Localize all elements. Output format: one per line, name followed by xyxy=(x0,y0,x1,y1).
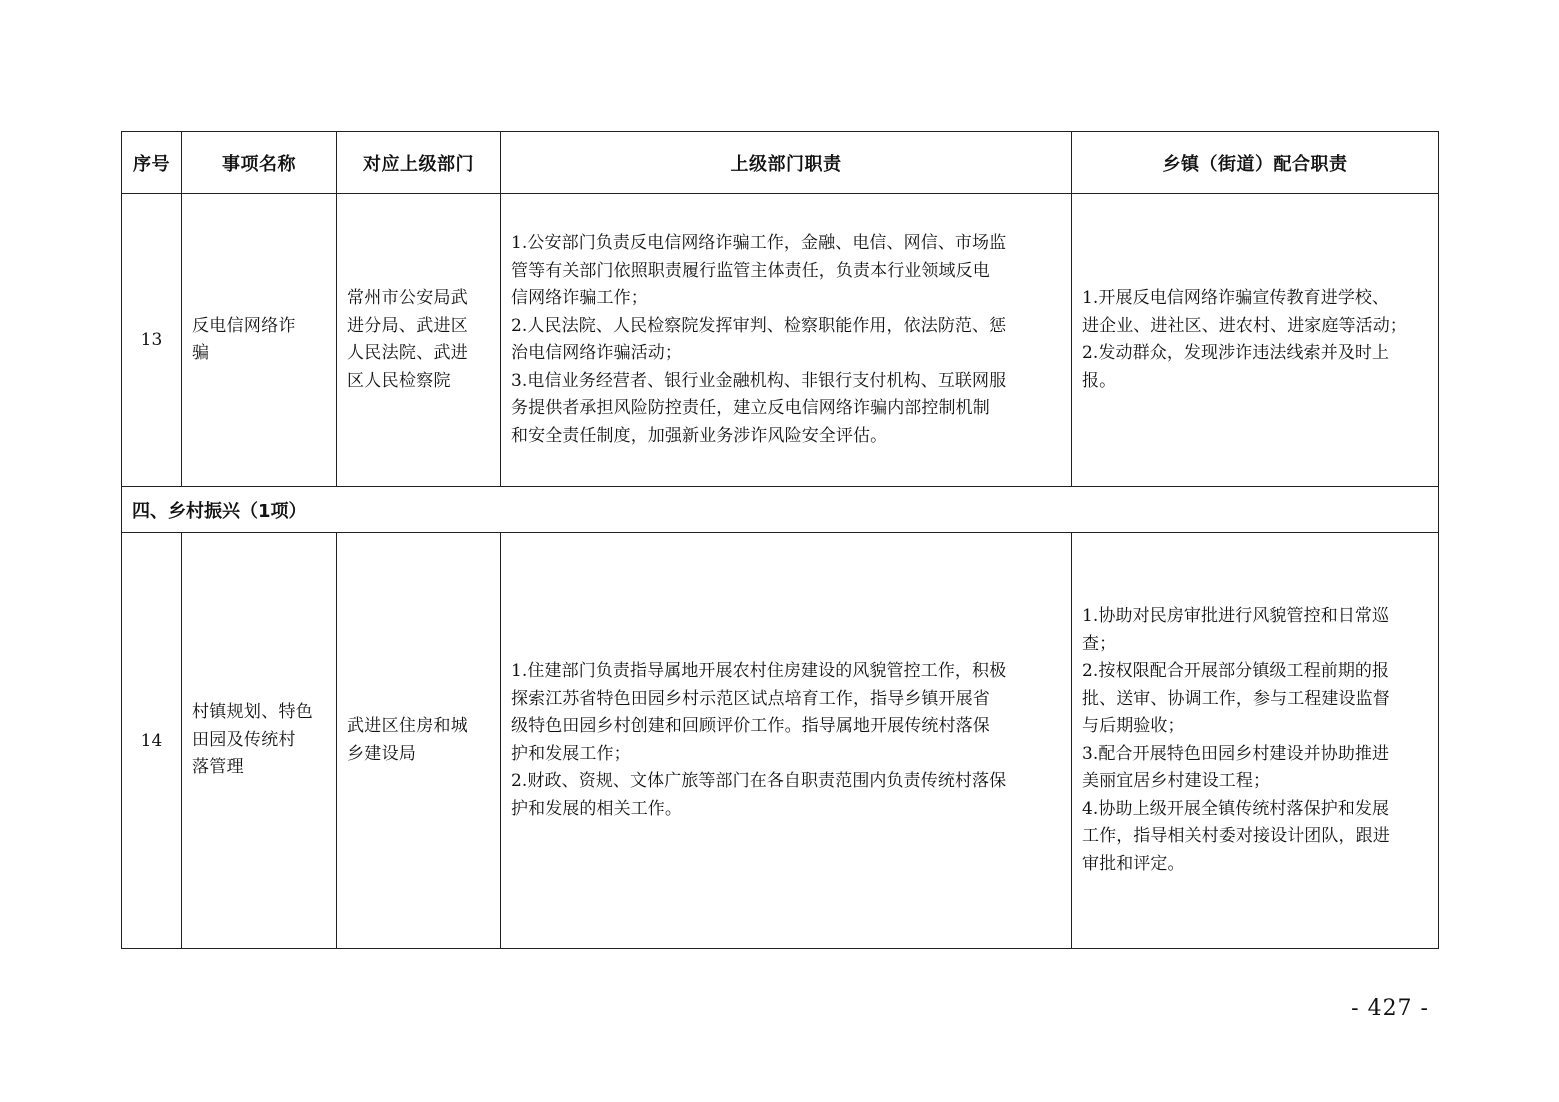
header-cooperation: 乡镇（街道）配合职责 xyxy=(1072,132,1439,194)
text-line: 务提供者承担风险防控责任，建立反电信网络诈骗内部控制机制 xyxy=(511,398,990,418)
text-line: 区人民检察院 xyxy=(347,370,451,391)
row-cooperation xyxy=(1072,194,1439,487)
row-duty xyxy=(501,533,1072,949)
text-line: 进分局、武进区 xyxy=(347,315,469,336)
row-item-name xyxy=(182,533,337,949)
text-line: 乡建设局 xyxy=(347,743,417,764)
text-line: 2.人民法院、人民检察院发挥审判、检察职能作用，依法防范、惩 xyxy=(511,315,1007,336)
text-line: 进企业、进社区、进农村、进家庭等活动； xyxy=(1082,315,1407,336)
text-line: 信网络诈骗工作； xyxy=(511,288,648,308)
row-index: 14 xyxy=(122,533,182,949)
header-item-name: 事项名称 xyxy=(182,132,337,194)
text-line: 4.协助上级开展全镇传统村落保护和发展 xyxy=(1082,798,1390,819)
table-row xyxy=(122,533,1439,949)
text-line: 2.按权限配合开展部分镇级工程前期的报 xyxy=(1082,661,1390,681)
text-line: 1.协助对民房审批进行风貌管控和日常巡 xyxy=(1082,606,1390,626)
text-line: 3.配合开展特色田园乡村建设并协助推进 xyxy=(1082,743,1390,764)
row-duty xyxy=(501,194,1072,487)
text-line: 1.住建部门负责指导属地开展农村住房建设的风貌管控工作，积极 xyxy=(511,661,1007,681)
header-department: 对应上级部门 xyxy=(337,132,501,194)
text-line: 2.发动群众，发现涉诈违法线索并及时上 xyxy=(1082,343,1390,363)
header-row xyxy=(122,132,1439,194)
text-line: 管等有关部门依照职责履行监管主体责任，负责本行业领域反电 xyxy=(511,260,990,281)
text-line: 与后期验收； xyxy=(1082,716,1185,736)
text-line: 1.开展反电信网络诈骗宣传教育进学校、 xyxy=(1082,288,1390,308)
table-row xyxy=(122,194,1439,487)
text-line: 武进区住房和城 xyxy=(347,716,469,736)
text-line: 批、送审、协调工作，参与工程建设监督 xyxy=(1082,688,1390,709)
header-index: 序号 xyxy=(122,132,182,194)
text-line: 报。 xyxy=(1082,370,1117,391)
row-department xyxy=(337,194,501,487)
text-line: 护和发展工作； xyxy=(511,743,631,764)
duty-table xyxy=(121,131,1439,949)
text-line: 工作，指导相关村委对接设计团队，跟进 xyxy=(1082,826,1390,846)
text-line: 反电信网络诈 xyxy=(192,315,296,336)
text-line: 3.电信业务经营者、银行业金融机构、非银行支付机构、互联网服 xyxy=(511,370,1007,391)
section-header-row xyxy=(122,487,1439,533)
text-line: 骗 xyxy=(192,343,210,363)
text-line: 美丽宜居乡村建设工程； xyxy=(1082,771,1271,791)
header-duty: 上级部门职责 xyxy=(501,132,1072,194)
text-line: 村镇规划、特色 xyxy=(192,702,314,723)
row-department xyxy=(337,533,501,949)
row-index: 13 xyxy=(122,194,182,487)
text-line: 审批和评定。 xyxy=(1082,853,1185,874)
text-line: 2.财政、资规、文体广旅等部门在各自职责范围内负责传统村落保 xyxy=(511,771,1007,791)
row-item-name xyxy=(182,194,337,487)
text-line: 治电信网络诈骗活动； xyxy=(511,343,682,363)
page-number: - 427 - xyxy=(1351,996,1429,1021)
section-title: 四、乡村振兴（1项） xyxy=(122,487,1439,533)
text-line: 落管理 xyxy=(192,757,244,778)
text-line: 和安全责任制度，加强新业务涉诈风险安全评估。 xyxy=(511,425,888,446)
text-line: 查； xyxy=(1082,633,1117,654)
row-cooperation xyxy=(1072,533,1439,949)
text-line: 常州市公安局武 xyxy=(347,288,469,308)
text-line: 护和发展的相关工作。 xyxy=(511,798,682,819)
text-line: 1.公安部门负责反电信网络诈骗工作，金融、电信、网信、市场监 xyxy=(511,233,1007,253)
text-line: 人民法院、武进 xyxy=(347,343,469,363)
text-line: 探索江苏省特色田园乡村示范区试点培育工作，指导乡镇开展省 xyxy=(511,688,990,709)
text-line: 级特色田园乡村创建和回顾评价工作。指导属地开展传统村落保 xyxy=(511,716,990,736)
text-line: 田园及传统村 xyxy=(192,729,296,750)
